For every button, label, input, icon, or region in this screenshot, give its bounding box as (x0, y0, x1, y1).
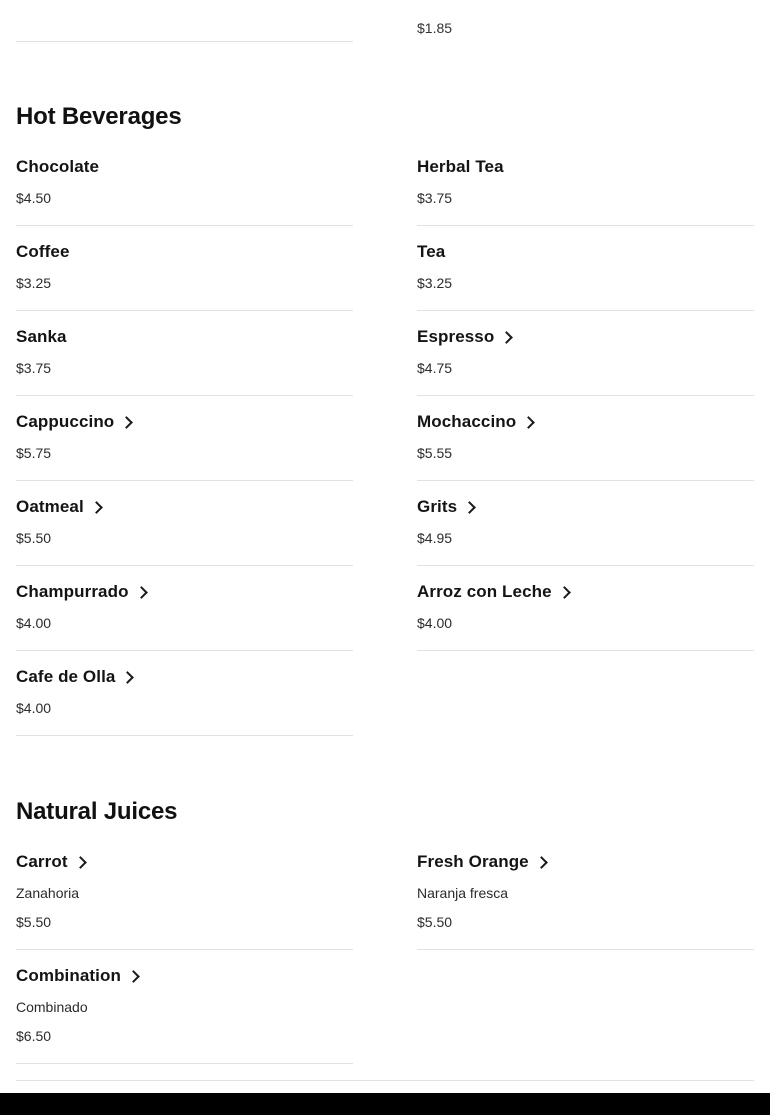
chevron-right-icon[interactable] (128, 971, 139, 982)
menu-item[interactable] (16, 582, 353, 651)
chevron-right-icon[interactable] (136, 587, 147, 598)
section-items-grid (16, 157, 754, 752)
menu-item-price: $4.50 (16, 190, 52, 206)
menu-section-natural-juices (16, 798, 754, 1080)
partial-right-item-name (417, 0, 754, 8)
menu-item[interactable] (16, 412, 353, 481)
menu-item[interactable] (16, 497, 353, 566)
chevron-right-icon[interactable] (121, 417, 132, 428)
partial-right-item[interactable] (417, 0, 754, 57)
menu-section-hot-beverages (16, 103, 754, 752)
menu-item[interactable] (16, 966, 353, 1064)
partial-right-item-price: $1.85 (417, 20, 453, 36)
menu-item-label: Espresso (417, 327, 495, 346)
menu-item-description: Combinado (16, 999, 88, 1015)
section-title: Natural Juices (16, 798, 178, 825)
partial-left-item[interactable] (16, 0, 353, 42)
menu-item-price: $3.75 (16, 360, 52, 376)
menu-item-label: Tea (417, 242, 446, 261)
menu-item-price: $5.75 (16, 445, 52, 461)
chevron-right-icon[interactable] (464, 502, 475, 513)
menu-item-description: Naranja fresca (417, 885, 509, 901)
menu-item-price: $3.25 (16, 275, 52, 291)
menu-item[interactable] (417, 852, 754, 950)
menu-item-name-row (417, 242, 754, 262)
menu-item[interactable] (16, 852, 353, 950)
partial-left-item-name (16, 0, 353, 8)
menu-item-price: $3.75 (417, 190, 453, 206)
menu-item-label: Herbal Tea (417, 157, 504, 176)
menu-item-label: Arroz con Leche (417, 582, 552, 601)
menu-item-name-row (417, 157, 754, 177)
menu-item-label: Cappuccino (16, 412, 115, 431)
menu-item-name-row (16, 667, 353, 687)
section-title: Hot Beverages (16, 103, 182, 130)
partial-top-row (16, 0, 754, 57)
menu-item-price: $6.50 (16, 1028, 52, 1044)
chevron-right-icon[interactable] (91, 502, 102, 513)
menu-item-name-row (16, 242, 353, 262)
menu-item[interactable] (16, 327, 353, 396)
chevron-right-icon[interactable] (75, 857, 86, 868)
menu-item-label: Combination (16, 966, 121, 985)
chevron-right-icon[interactable] (559, 587, 570, 598)
menu-item[interactable] (16, 667, 353, 736)
menu-item-label: Carrot (16, 852, 68, 871)
menu-item-name-row (417, 327, 754, 347)
menu-item-price: $5.55 (417, 445, 453, 461)
menu-item-name-row (16, 966, 353, 986)
menu-item-label: Mochaccino (417, 412, 517, 431)
partial-left-item-price (16, 8, 353, 20)
menu-item-price: $4.00 (16, 615, 52, 631)
menu-item-label: Fresh Orange (417, 852, 529, 871)
menu-item-label: Coffee (16, 242, 70, 261)
chevron-right-icon[interactable] (501, 332, 512, 343)
menu-item-label: Champurrado (16, 582, 129, 601)
menu-item-price: $4.00 (417, 615, 453, 631)
menu-item[interactable] (417, 412, 754, 481)
menu-item-label: Chocolate (16, 157, 100, 176)
chevron-right-icon[interactable] (122, 672, 133, 683)
partial-left-column (16, 0, 385, 57)
menu-item[interactable] (16, 242, 353, 311)
menu-item-name-row (16, 852, 353, 872)
menu-item-price: $5.50 (16, 914, 52, 930)
section-left-column (16, 852, 385, 1080)
menu-item[interactable] (417, 582, 754, 651)
bottom-divider (16, 1080, 754, 1081)
chevron-right-icon[interactable] (523, 417, 534, 428)
menu-item-name-row (16, 157, 353, 177)
section-items-grid (16, 852, 754, 1080)
menu-item[interactable] (417, 157, 754, 226)
menu-item-price: $3.25 (417, 275, 453, 291)
menu-item-label: Sanka (16, 327, 67, 346)
menu-item[interactable] (417, 497, 754, 566)
menu-item-price: $5.50 (417, 914, 453, 930)
menu-item[interactable] (16, 157, 353, 226)
menu-item-name-row (16, 497, 353, 517)
menu-item-name-row (16, 582, 353, 602)
menu-item-price: $5.50 (16, 530, 52, 546)
menu-item[interactable] (417, 327, 754, 396)
menu-item[interactable] (417, 242, 754, 311)
menu-item-name-row (417, 497, 754, 517)
partial-right-column (385, 0, 754, 57)
menu-item-label: Grits (417, 497, 458, 516)
menu-item-name-row (417, 582, 754, 602)
chevron-right-icon[interactable] (536, 857, 547, 868)
menu-item-description: Zanahoria (16, 885, 80, 901)
menu-item-name-row (16, 327, 353, 347)
menu-item-price: $4.75 (417, 360, 453, 376)
section-right-column (385, 157, 754, 752)
menu-item-name-row (417, 852, 754, 872)
menu-item-price: $4.95 (417, 530, 453, 546)
menu-item-label: Oatmeal (16, 497, 84, 516)
section-right-column (385, 852, 754, 1080)
footer-bar (0, 1093, 770, 1115)
section-left-column (16, 157, 385, 752)
menu-item-name-row (16, 412, 353, 432)
menu-item-price: $4.00 (16, 700, 52, 716)
menu-item-name-row (417, 412, 754, 432)
menu-item-label: Cafe de Olla (16, 667, 116, 686)
